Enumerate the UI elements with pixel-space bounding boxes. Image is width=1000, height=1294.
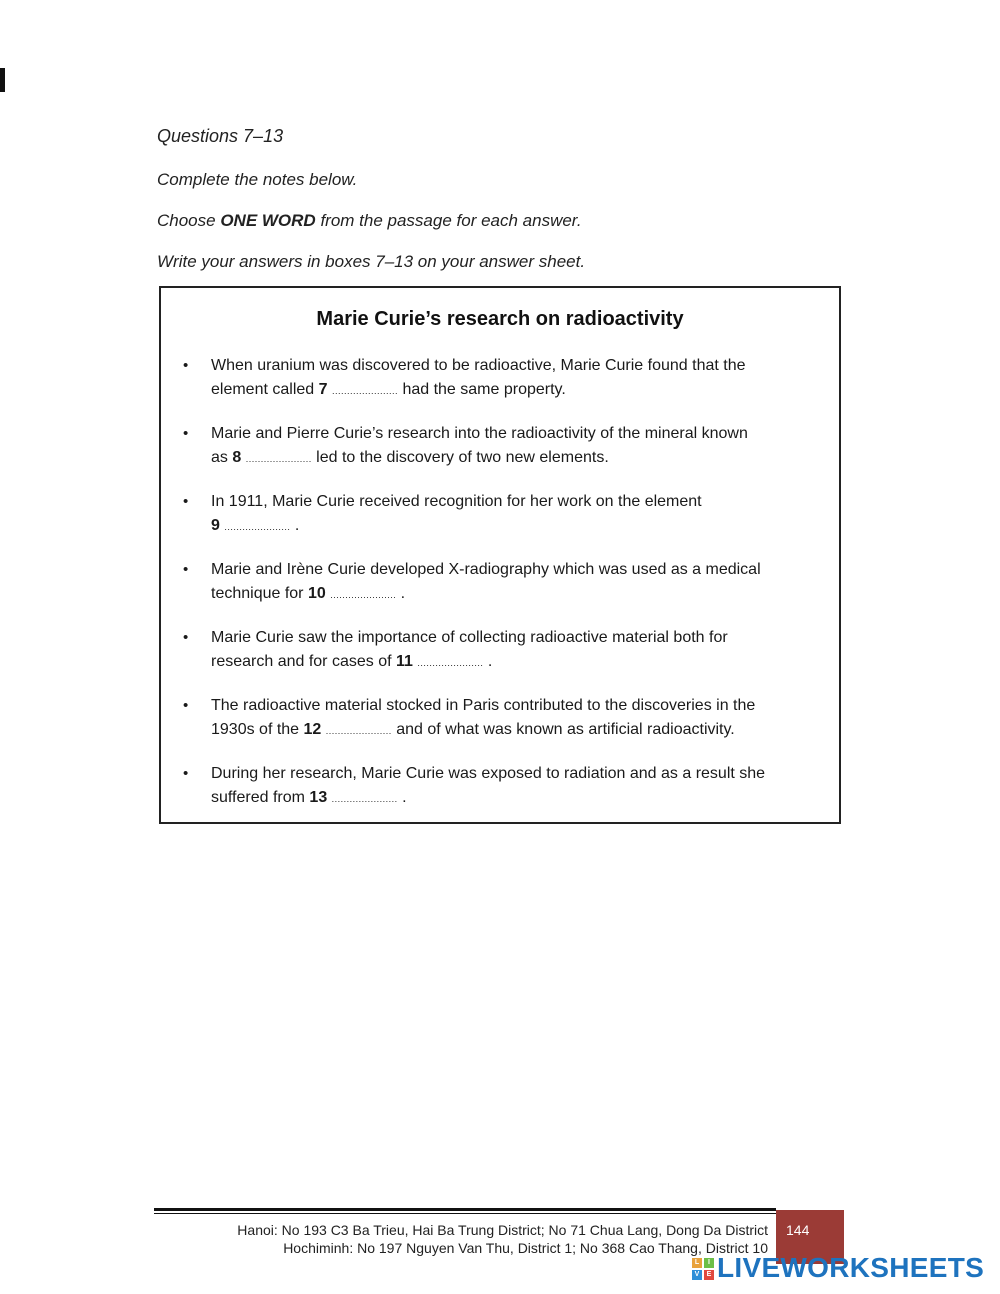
note-line-post: .	[290, 517, 300, 534]
note-line-post: led to the discovery of two new elements.	[311, 449, 609, 466]
question-number: 11	[395, 653, 413, 670]
note-line: Marie Curie saw the importance of collecting radioactive material both for	[211, 629, 728, 646]
notes-box	[159, 286, 841, 824]
logo-tile: L	[692, 1258, 702, 1268]
note-line-post: and of what was known as artificial radioactivity.	[391, 721, 735, 738]
note-line-post: .	[396, 585, 406, 602]
liveworksheets-logo[interactable]	[692, 1254, 992, 1284]
bullet: •	[183, 493, 189, 510]
liveworksheets-logo-icon	[692, 1258, 714, 1280]
instruction-choose-pre: Choose	[157, 211, 221, 230]
logo-tile: E	[704, 1270, 714, 1280]
answer-blank-8[interactable]: ......................	[245, 454, 312, 464]
instruction-choose	[157, 211, 582, 231]
bullet: •	[183, 697, 189, 714]
question-number: 13	[309, 789, 328, 806]
bullet: •	[183, 629, 189, 646]
answer-blank-10[interactable]: ......................	[330, 590, 397, 600]
note-line-post: had the same property.	[398, 381, 566, 398]
note-line: Marie and Irène Curie developed X-radiography which was used as a medical	[211, 561, 761, 578]
note-line-pre: suffered from	[211, 789, 310, 806]
notes-title: Marie Curie’s research on radioactivity	[316, 308, 684, 330]
footer-address-hochiminh: Hochiminh: No 197 Nguyen Van Thu, District 1; No 368 Cao Thang, District 10	[283, 1240, 768, 1256]
instruction-complete: Complete the notes below.	[157, 170, 358, 189]
note-line-pre: 1930s of the	[211, 721, 304, 738]
note-line: During her research, Marie Curie was exposed to radiation and as a result she	[211, 765, 766, 782]
answer-blank-13[interactable]: ......................	[331, 794, 398, 804]
answer-blank-9[interactable]: ......................	[224, 522, 291, 532]
bullet: •	[183, 561, 189, 578]
note-line-pre: as	[211, 449, 233, 466]
footer-divider-thick	[154, 1208, 776, 1211]
question-number: 10	[307, 585, 326, 602]
liveworksheets-logo-text: LIVEWORKSHEETS	[717, 1252, 985, 1283]
footer-address-hanoi: Hanoi: No 193 C3 Ba Trieu, Hai Ba Trung District; No 71 Chua Lang, Dong Da District	[237, 1222, 768, 1238]
note-line: When uranium was discovered to be radioactive, Marie Curie found that the	[211, 357, 746, 374]
bullet: •	[183, 765, 189, 782]
footer-address	[154, 1221, 768, 1257]
answer-blank-12[interactable]: ......................	[325, 726, 392, 736]
question-number: 9	[211, 517, 220, 534]
answer-blank-11[interactable]: ......................	[417, 658, 484, 668]
question-number: 8	[232, 449, 242, 466]
note-line-pre: element called	[211, 381, 319, 398]
note-line-post: .	[483, 653, 493, 670]
instruction-choose-bold: ONE WORD	[220, 211, 316, 230]
bullet: •	[183, 357, 189, 374]
footer-divider-thin	[154, 1213, 776, 1214]
logo-tile: I	[704, 1258, 714, 1268]
logo-tile: V	[692, 1270, 702, 1280]
questions-heading: Questions 7–13	[157, 126, 284, 146]
note-line: In 1911, Marie Curie received recognition for her work on the element	[211, 493, 702, 510]
corner-mark	[0, 68, 5, 92]
note-line: The radioactive material stocked in Paris contributed to the discoveries in the	[211, 697, 756, 714]
instruction-write: Write your answers in boxes 7–13 on your answer sheet.	[157, 252, 586, 271]
note-line-pre: research and for cases of	[211, 653, 396, 670]
instruction-choose-post: from the passage for each answer.	[315, 211, 582, 230]
note-line-post: .	[397, 789, 407, 806]
question-number: 12	[303, 721, 322, 738]
question-number: 7	[318, 381, 328, 398]
bullet: •	[183, 425, 189, 442]
page-number: 144	[786, 1222, 810, 1238]
note-line: Marie and Pierre Curie’s research into the radioactivity of the mineral known	[211, 425, 748, 442]
note-line-pre: technique for	[211, 585, 308, 602]
answer-blank-7[interactable]: ......................	[331, 386, 398, 396]
